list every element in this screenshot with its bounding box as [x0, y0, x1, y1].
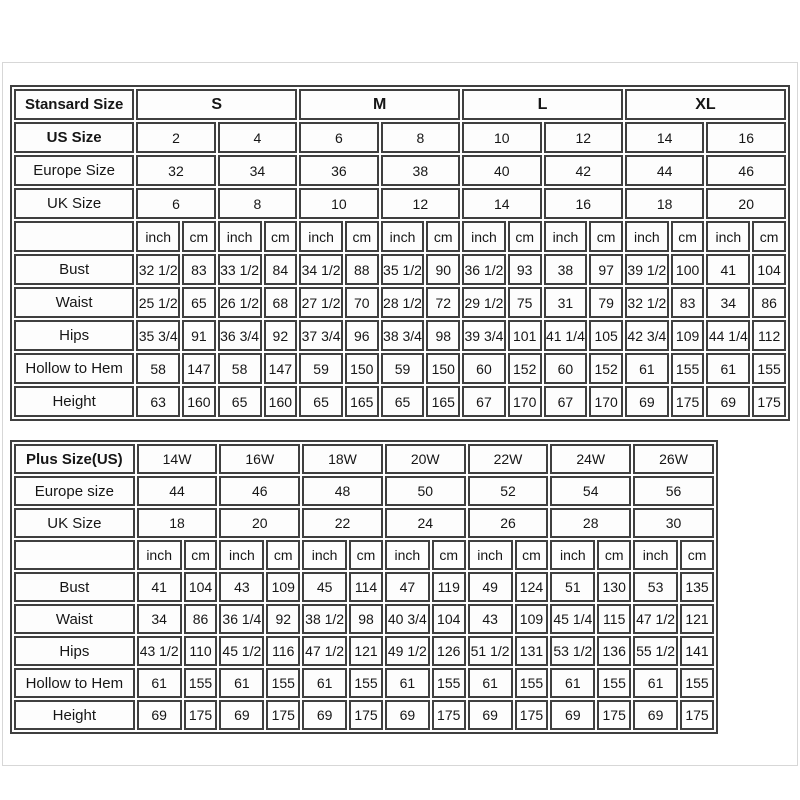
- plus_table-size-cell: 18: [137, 508, 218, 538]
- plus_table-measure-value: 61: [633, 668, 678, 698]
- plus_table-measure-value: 69: [302, 700, 347, 730]
- plus_table-measure-value: 61: [219, 668, 264, 698]
- standard_table-measure-value: 152: [589, 353, 623, 384]
- plus_table-measure-value: 69: [137, 700, 182, 730]
- plus_table-measure-value: 69: [633, 700, 678, 730]
- plus_table-measure-value: 109: [266, 572, 300, 602]
- standard_table-measure-value: 31: [544, 287, 588, 318]
- plus_table-measure-value: 121: [680, 604, 714, 634]
- standard_table-measure-value: 175: [752, 386, 786, 417]
- standard_table-group-header: L: [462, 89, 623, 120]
- plus_table-group-header: 24W: [550, 444, 631, 474]
- plus_table-measure-value: 121: [349, 636, 383, 666]
- standard_table-measure-value: 165: [426, 386, 460, 417]
- standard_table-measure-value: 155: [752, 353, 786, 384]
- standard_table-size-cell: 10: [462, 122, 541, 153]
- standard_table-size-cell: 16: [544, 188, 623, 219]
- unit-cm-label: cm: [184, 540, 218, 570]
- plus_table-size-cell: 56: [633, 476, 714, 506]
- standard_table-measure-value: 92: [264, 320, 298, 351]
- standard_table-measure-value: 100: [671, 254, 705, 285]
- plus_table-size-cell: 26: [468, 508, 549, 538]
- unit-cm-label: cm: [597, 540, 631, 570]
- standard_table-measure-value: 59: [381, 353, 425, 384]
- plus_table-measure-value: 69: [385, 700, 430, 730]
- plus_table-measure-value: 126: [432, 636, 466, 666]
- unit-inch-label: inch: [137, 540, 182, 570]
- standard_table-measure-value: 41: [706, 254, 750, 285]
- standard_table-measure-value: 29 1/2: [462, 287, 506, 318]
- standard_table-size-cell: 36: [299, 155, 378, 186]
- standard_table-size-cell: 18: [625, 188, 704, 219]
- standard_table-size-cell: 20: [706, 188, 786, 219]
- standard_table-measure-value: 39 1/2: [625, 254, 669, 285]
- plus_table-measure-value: 155: [515, 668, 549, 698]
- plus_table-measure-value: 114: [349, 572, 383, 602]
- standard_table-measure-value: 35 3/4: [136, 320, 180, 351]
- plus_table-measure-value: 38 1/2: [302, 604, 347, 634]
- standard_table-measure-value: 83: [671, 287, 705, 318]
- standard-size-chart-table: [10, 85, 790, 421]
- standard_table-measure-value: 150: [426, 353, 460, 384]
- standard_table-measure-value: 86: [752, 287, 786, 318]
- unit-cm-label: cm: [345, 221, 379, 252]
- plus_table-measure-value: 43 1/2: [137, 636, 182, 666]
- plus_table-measure-value: 98: [349, 604, 383, 634]
- unit-inch-label: inch: [381, 221, 425, 252]
- standard_table-measure-value: 58: [136, 353, 180, 384]
- standard_table-group-header: XL: [625, 89, 786, 120]
- unit-cm-label: cm: [432, 540, 466, 570]
- standard_table-group-header: S: [136, 89, 297, 120]
- plus_table-measure-value: 155: [266, 668, 300, 698]
- standard_table-title: Stansard Size: [14, 89, 134, 120]
- unit-inch-label: inch: [302, 540, 347, 570]
- standard_table-measure-value: 60: [462, 353, 506, 384]
- plus_table-measure-value: 47 1/2: [302, 636, 347, 666]
- standard_table-measure-value: 160: [264, 386, 298, 417]
- standard_table-size-cell: 4: [218, 122, 297, 153]
- unit-inch-label: inch: [544, 221, 588, 252]
- plus_table-measure-value: 155: [597, 668, 631, 698]
- unit-cm-label: cm: [349, 540, 383, 570]
- plus_table-title: Plus Size(US): [14, 444, 135, 474]
- standard_table-measure-value: 88: [345, 254, 379, 285]
- standard_table-measure-value: 65: [218, 386, 262, 417]
- plus_table-measure-value: 43: [219, 572, 264, 602]
- unit-cm-label: cm: [266, 540, 300, 570]
- standard_table-size-cell: 12: [544, 122, 623, 153]
- standard_table-measure-label: Hollow to Hem: [14, 353, 134, 384]
- unit-cm-label: cm: [671, 221, 705, 252]
- unit-inch-label: inch: [625, 221, 669, 252]
- standard_table-measure-value: 84: [264, 254, 298, 285]
- plus_table-size-cell: 24: [385, 508, 466, 538]
- unit-cm-label: cm: [182, 221, 216, 252]
- plus_table-group-header: 26W: [633, 444, 714, 474]
- standard_table-measure-value: 41 1/4: [544, 320, 588, 351]
- standard_table-measure-value: 67: [462, 386, 506, 417]
- standard_table-measure-value: 83: [182, 254, 216, 285]
- plus_table-measure-value: 141: [680, 636, 714, 666]
- standard_table-measure-value: 170: [589, 386, 623, 417]
- standard_table-size-cell: 34: [218, 155, 297, 186]
- standard_table-measure-value: 98: [426, 320, 460, 351]
- standard_table-measure-value: 36 3/4: [218, 320, 262, 351]
- plus_table-measure-value: 175: [515, 700, 549, 730]
- plus_table-measure-value: 155: [432, 668, 466, 698]
- plus_table-measure-value: 86: [184, 604, 218, 634]
- plus_table-measure-value: 155: [680, 668, 714, 698]
- standard_table-measure-label: Hips: [14, 320, 134, 351]
- plus_table-measure-label: Hollow to Hem: [14, 668, 135, 698]
- plus_table-measure-label: Bust: [14, 572, 135, 602]
- plus_table-measure-value: 124: [515, 572, 549, 602]
- standard_table-size-cell: 16: [706, 122, 786, 153]
- plus_table-measure-value: 136: [597, 636, 631, 666]
- plus_table-measure-value: 45 1/4: [550, 604, 595, 634]
- standard_table-measure-label: Waist: [14, 287, 134, 318]
- standard_table-measure-value: 96: [345, 320, 379, 351]
- plus-size-chart-table: [10, 440, 718, 734]
- standard_table-row-label: Europe Size: [14, 155, 134, 186]
- plus_table-measure-value: 49 1/2: [385, 636, 430, 666]
- unit-inch-label: inch: [219, 540, 264, 570]
- standard_table-size-cell: 44: [625, 155, 704, 186]
- unit-inch-label: inch: [633, 540, 678, 570]
- unit-cm-label: cm: [515, 540, 549, 570]
- plus_table-measure-value: 131: [515, 636, 549, 666]
- standard_table-size-cell: 6: [299, 122, 378, 153]
- standard_table-measure-value: 65: [381, 386, 425, 417]
- plus_table-measure-label: Hips: [14, 636, 135, 666]
- standard_table-measure-value: 147: [182, 353, 216, 384]
- standard_table-measure-value: 109: [671, 320, 705, 351]
- plus_table-size-cell: 54: [550, 476, 631, 506]
- plus_table-measure-value: 36 1/4: [219, 604, 264, 634]
- plus_table-size-cell: 28: [550, 508, 631, 538]
- standard_table-unit-row-spacer: [14, 221, 134, 252]
- plus_table-measure-value: 104: [184, 572, 218, 602]
- standard_table-measure-value: 112: [752, 320, 786, 351]
- unit-inch-label: inch: [136, 221, 180, 252]
- plus_table-measure-value: 45 1/2: [219, 636, 264, 666]
- standard_table-size-cell: 12: [381, 188, 460, 219]
- plus_table-group-header: 18W: [302, 444, 383, 474]
- unit-inch-label: inch: [299, 221, 343, 252]
- plus_table-unit-row-spacer: [14, 540, 135, 570]
- plus_table-measure-value: 61: [302, 668, 347, 698]
- plus_table-measure-value: 55 1/2: [633, 636, 678, 666]
- plus_table-measure-value: 130: [597, 572, 631, 602]
- standard_table-measure-value: 35 1/2: [381, 254, 425, 285]
- plus_table-measure-value: 53 1/2: [550, 636, 595, 666]
- standard_table-measure-value: 65: [299, 386, 343, 417]
- plus_table-measure-value: 175: [680, 700, 714, 730]
- standard_table-size-cell: 46: [706, 155, 786, 186]
- standard_table-measure-value: 26 1/2: [218, 287, 262, 318]
- standard_table-measure-value: 91: [182, 320, 216, 351]
- standard_table-measure-value: 69: [625, 386, 669, 417]
- standard_table-measure-value: 170: [508, 386, 542, 417]
- unit-cm-label: cm: [752, 221, 786, 252]
- plus_table-group-header: 14W: [137, 444, 218, 474]
- plus_table-measure-value: 61: [468, 668, 513, 698]
- plus_table-measure-value: 115: [597, 604, 631, 634]
- plus_table-measure-value: 104: [432, 604, 466, 634]
- standard_table-measure-value: 65: [182, 287, 216, 318]
- standard_table-row-label: UK Size: [14, 188, 134, 219]
- standard_table-measure-value: 97: [589, 254, 623, 285]
- standard_table-measure-label: Bust: [14, 254, 134, 285]
- plus_table-measure-value: 51 1/2: [468, 636, 513, 666]
- standard_table-size-cell: 6: [136, 188, 215, 219]
- standard_table-measure-value: 72: [426, 287, 460, 318]
- unit-cm-label: cm: [508, 221, 542, 252]
- standard_table-measure-value: 75: [508, 287, 542, 318]
- plus_table-group-header: 22W: [468, 444, 549, 474]
- standard_table-measure-value: 25 1/2: [136, 287, 180, 318]
- plus_table-measure-value: 61: [550, 668, 595, 698]
- plus_table-measure-value: 51: [550, 572, 595, 602]
- unit-cm-label: cm: [589, 221, 623, 252]
- standard_table-measure-value: 104: [752, 254, 786, 285]
- plus_table-measure-label: Waist: [14, 604, 135, 634]
- plus_table-measure-value: 155: [184, 668, 218, 698]
- standard_table-size-cell: 32: [136, 155, 215, 186]
- plus_table-group-header: 16W: [219, 444, 300, 474]
- plus_table-size-cell: 48: [302, 476, 383, 506]
- plus_table-measure-value: 45: [302, 572, 347, 602]
- standard_table-measure-value: 70: [345, 287, 379, 318]
- standard_table-size-cell: 10: [299, 188, 378, 219]
- plus_table-measure-value: 109: [515, 604, 549, 634]
- plus_table-measure-value: 110: [184, 636, 218, 666]
- plus_table-size-cell: 30: [633, 508, 714, 538]
- standard_table-measure-value: 63: [136, 386, 180, 417]
- unit-inch-label: inch: [218, 221, 262, 252]
- plus_table-row-label: Europe size: [14, 476, 135, 506]
- standard_table-row-label: US Size: [14, 122, 134, 153]
- unit-inch-label: inch: [550, 540, 595, 570]
- standard_table-measure-value: 67: [544, 386, 588, 417]
- plus_table-size-cell: 20: [219, 508, 300, 538]
- plus_table-measure-value: 61: [137, 668, 182, 698]
- standard_table-measure-value: 61: [625, 353, 669, 384]
- plus_table-size-cell: 22: [302, 508, 383, 538]
- standard_table-measure-value: 33 1/2: [218, 254, 262, 285]
- standard_table-measure-value: 90: [426, 254, 460, 285]
- standard_table-measure-value: 147: [264, 353, 298, 384]
- plus_table-row-label: UK Size: [14, 508, 135, 538]
- plus_table-measure-value: 40 3/4: [385, 604, 430, 634]
- plus_table-measure-value: 43: [468, 604, 513, 634]
- plus_table-size-cell: 44: [137, 476, 218, 506]
- standard_table-measure-value: 155: [671, 353, 705, 384]
- standard_table-measure-value: 28 1/2: [381, 287, 425, 318]
- plus_table-size-cell: 46: [219, 476, 300, 506]
- plus_table-measure-value: 61: [385, 668, 430, 698]
- plus_table-measure-value: 34: [137, 604, 182, 634]
- standard_table-measure-value: 101: [508, 320, 542, 351]
- standard_table-measure-value: 160: [182, 386, 216, 417]
- plus_table-measure-value: 116: [266, 636, 300, 666]
- standard_table-measure-value: 93: [508, 254, 542, 285]
- standard_table-measure-value: 39 3/4: [462, 320, 506, 351]
- standard_table-measure-value: 59: [299, 353, 343, 384]
- plus_table-measure-label: Height: [14, 700, 135, 730]
- unit-inch-label: inch: [468, 540, 513, 570]
- plus_table-measure-value: 92: [266, 604, 300, 634]
- standard_table-measure-value: 175: [671, 386, 705, 417]
- plus_table-measure-value: 49: [468, 572, 513, 602]
- plus_table-measure-value: 175: [266, 700, 300, 730]
- plus_table-measure-value: 175: [597, 700, 631, 730]
- plus_table-measure-value: 155: [349, 668, 383, 698]
- standard_table-size-cell: 14: [625, 122, 704, 153]
- plus_table-measure-value: 47: [385, 572, 430, 602]
- standard_table-measure-value: 60: [544, 353, 588, 384]
- standard_table-measure-value: 36 1/2: [462, 254, 506, 285]
- standard_table-size-cell: 38: [381, 155, 460, 186]
- plus_table-size-cell: 50: [385, 476, 466, 506]
- standard_table-measure-value: 32 1/2: [625, 287, 669, 318]
- standard_table-size-cell: 2: [136, 122, 215, 153]
- standard_table-group-header: M: [299, 89, 460, 120]
- standard_table-measure-label: Height: [14, 386, 134, 417]
- plus_table-measure-value: 41: [137, 572, 182, 602]
- plus_table-measure-value: 53: [633, 572, 678, 602]
- standard_table-measure-value: 27 1/2: [299, 287, 343, 318]
- unit-inch-label: inch: [385, 540, 430, 570]
- standard_table-measure-value: 44 1/4: [706, 320, 750, 351]
- standard_table-measure-value: 165: [345, 386, 379, 417]
- unit-cm-label: cm: [680, 540, 714, 570]
- plus_table-measure-value: 175: [184, 700, 218, 730]
- standard_table-measure-value: 42 3/4: [625, 320, 669, 351]
- standard_table-measure-value: 69: [706, 386, 750, 417]
- standard_table-measure-value: 152: [508, 353, 542, 384]
- standard_table-measure-value: 150: [345, 353, 379, 384]
- plus_table-measure-value: 119: [432, 572, 466, 602]
- standard_table-measure-value: 79: [589, 287, 623, 318]
- standard_table-measure-value: 37 3/4: [299, 320, 343, 351]
- standard_table-size-cell: 8: [218, 188, 297, 219]
- standard_table-measure-value: 32 1/2: [136, 254, 180, 285]
- plus_table-size-cell: 52: [468, 476, 549, 506]
- standard_table-size-cell: 14: [462, 188, 541, 219]
- plus_table-measure-value: 135: [680, 572, 714, 602]
- plus_table-measure-value: 175: [349, 700, 383, 730]
- standard_table-measure-value: 68: [264, 287, 298, 318]
- standard_table-measure-value: 34: [706, 287, 750, 318]
- unit-inch-label: inch: [462, 221, 506, 252]
- plus_table-group-header: 20W: [385, 444, 466, 474]
- standard_table-measure-value: 38 3/4: [381, 320, 425, 351]
- plus_table-measure-value: 69: [219, 700, 264, 730]
- standard_table-measure-value: 34 1/2: [299, 254, 343, 285]
- standard_table-size-cell: 8: [381, 122, 460, 153]
- unit-inch-label: inch: [706, 221, 750, 252]
- standard_table-measure-value: 38: [544, 254, 588, 285]
- unit-cm-label: cm: [426, 221, 460, 252]
- standard_table-size-cell: 42: [544, 155, 623, 186]
- plus_table-measure-value: 69: [550, 700, 595, 730]
- standard_table-measure-value: 61: [706, 353, 750, 384]
- plus_table-measure-value: 175: [432, 700, 466, 730]
- standard_table-measure-value: 105: [589, 320, 623, 351]
- unit-cm-label: cm: [264, 221, 298, 252]
- plus_table-measure-value: 69: [468, 700, 513, 730]
- standard_table-size-cell: 40: [462, 155, 541, 186]
- standard_table-measure-value: 58: [218, 353, 262, 384]
- plus_table-measure-value: 47 1/2: [633, 604, 678, 634]
